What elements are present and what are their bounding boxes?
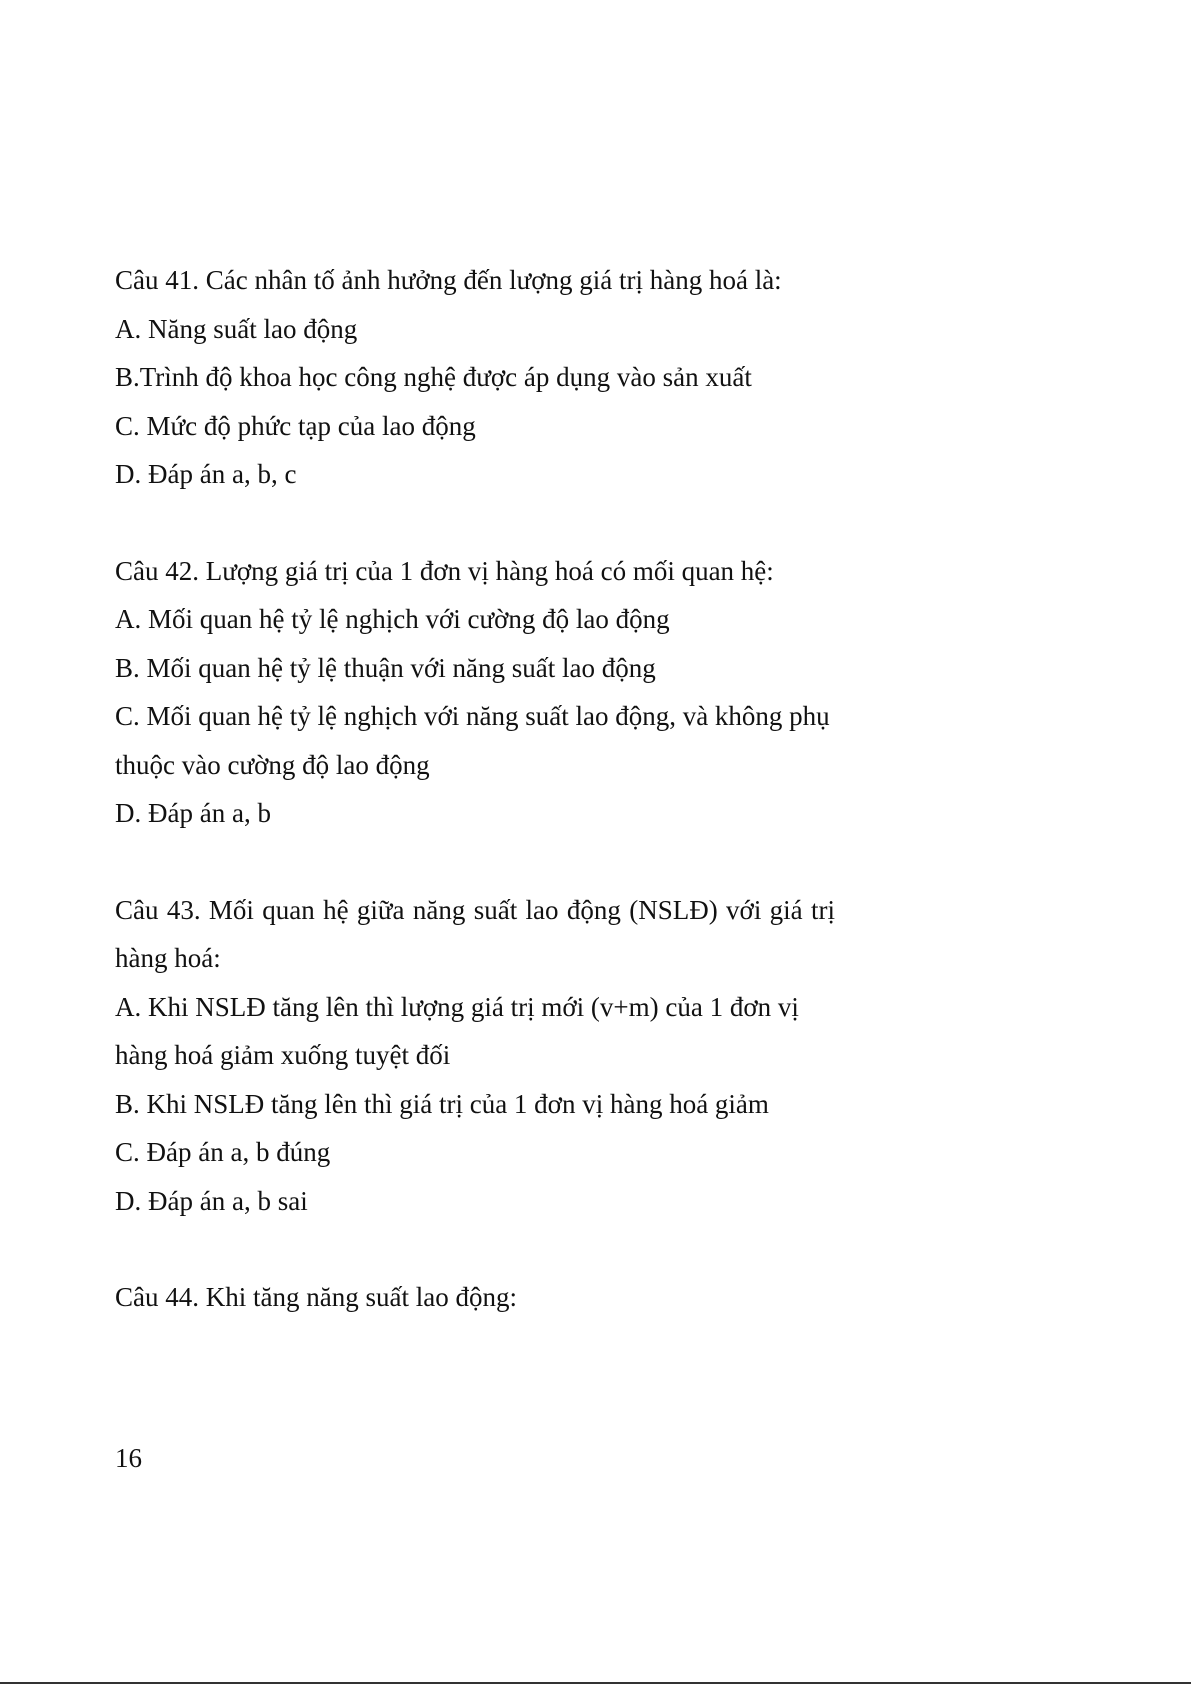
option-d: D. Đáp án a, b sai: [115, 1185, 308, 1216]
question-41: [115, 256, 835, 499]
question-44: [115, 1273, 835, 1322]
option-b: B.Trình độ khoa học công nghệ được áp dụng vào sản xuất: [115, 362, 752, 392]
question-stem: Câu 43. Mối quan hệ giữa năng suất lao động (NSLĐ) với giá trị hàng hoá:: [115, 894, 835, 973]
question-list: [115, 256, 835, 1370]
option-b: B. Mối quan hệ tỷ lệ thuận với năng suất lao động: [115, 652, 656, 683]
option-b: B. Khi NSLĐ tăng lên thì giá trị của 1 đơn vị hàng hoá giảm: [115, 1088, 769, 1119]
option-d: D. Đáp án a, b, c: [115, 459, 297, 489]
option-c: C. Mối quan hệ tỷ lệ nghịch với năng suất lao động, và không phụ thuộc vào cường độ lao động: [115, 701, 830, 780]
question-42: [115, 547, 835, 838]
option-list: [115, 983, 835, 1226]
option-a: A. Mối quan hệ tỷ lệ nghịch với cường độ lao động: [115, 604, 670, 634]
option-c: C. Đáp án a, b đúng: [115, 1137, 331, 1167]
option-list: [115, 305, 835, 499]
option-a: A. Khi NSLĐ tăng lên thì lượng giá trị mới (v+m) của 1 đơn vị hàng hoá giảm xuống tuyệt đối: [115, 991, 799, 1070]
option-a: A. Năng suất lao động: [115, 313, 358, 344]
page-bottom-rule: [0, 1682, 1191, 1684]
option-d: D. Đáp án a, b: [115, 798, 271, 828]
option-list: [115, 595, 835, 838]
question-stem: Câu 42. Lượng giá trị của 1 đơn vị hàng hoá có mối quan hệ:: [115, 555, 774, 586]
question-stem: Câu 44. Khi tăng năng suất lao động:: [115, 1282, 517, 1312]
question-43: [115, 886, 835, 1226]
page-number: 16: [115, 1443, 142, 1473]
option-c: C. Mức độ phức tạp của lao động: [115, 410, 476, 441]
question-stem: Câu 41. Các nhân tố ảnh hưởng đến lượng giá trị hàng hoá là:: [115, 265, 782, 295]
